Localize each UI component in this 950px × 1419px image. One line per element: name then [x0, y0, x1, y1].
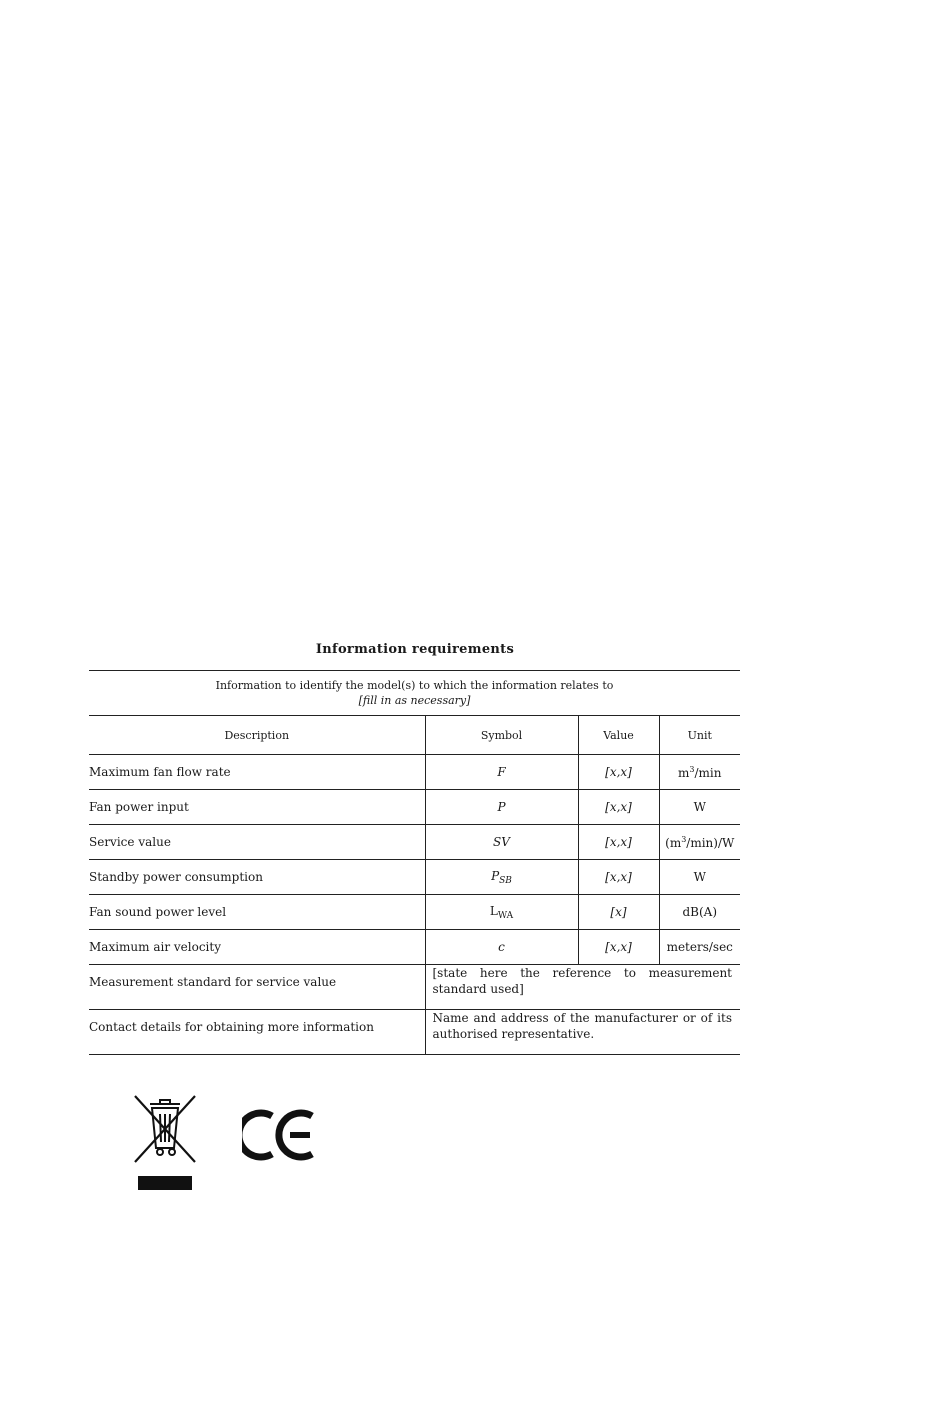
row-unit — [659, 825, 740, 860]
unit-superscript: 3 — [689, 764, 695, 774]
row-description: Measurement standard for service value — [89, 965, 425, 1010]
contact-details-text: Name and address of the manufacturer or of its authorised representative. — [425, 1010, 740, 1055]
row-symbol — [425, 860, 578, 895]
measurement-standard-text: [state here the reference to measurement standard used] — [425, 965, 740, 1010]
symbol-base: P — [491, 868, 500, 883]
row-description: Fan sound power level — [89, 895, 425, 930]
row-symbol: F — [425, 755, 578, 790]
row-value: [x,x] — [578, 790, 659, 825]
section-title: Information requirements — [315, 642, 515, 657]
header-value: Value — [578, 716, 659, 755]
row-unit: W — [659, 860, 740, 895]
row-description: Standby power consumption — [89, 860, 425, 895]
table-row — [89, 930, 740, 965]
row-description: Service value — [89, 825, 425, 860]
row-symbol — [425, 895, 578, 930]
symbol-base: L — [489, 903, 498, 918]
table-header-row — [89, 716, 740, 755]
unit-base: m — [678, 765, 690, 780]
header-unit: Unit — [659, 716, 740, 755]
table-row — [89, 860, 740, 895]
row-unit: meters/sec — [659, 930, 740, 965]
symbol-subscript: SB — [499, 875, 512, 886]
row-symbol: SV — [425, 825, 578, 860]
row-description: Maximum air velocity — [89, 930, 425, 965]
ce-mark-icon — [242, 1108, 316, 1162]
table-row — [89, 825, 740, 860]
row-unit — [659, 755, 740, 790]
symbol-subscript: WA — [497, 910, 514, 921]
identification-text: Information to identify the model(s) to which the information relates to — [215, 679, 614, 692]
table-row — [89, 790, 740, 825]
unit-rest: /min)/W — [686, 835, 735, 850]
weee-crossed-bin-icon — [130, 1092, 200, 1192]
unit-superscript: 3 — [681, 834, 687, 844]
measurement-standard-row — [89, 965, 740, 1010]
row-unit: dB(A) — [659, 895, 740, 930]
row-unit: W — [659, 790, 740, 825]
table-row — [89, 895, 740, 930]
header-symbol: Symbol — [425, 716, 578, 755]
model-identification-cell — [89, 671, 740, 716]
identification-placeholder: [fill in as necessary] — [358, 694, 471, 707]
unit-rest: /min — [694, 765, 722, 780]
row-description: Fan power input — [89, 790, 425, 825]
row-value: [x,x] — [578, 930, 659, 965]
contact-details-row — [89, 1010, 740, 1055]
row-description: Maximum fan flow rate — [89, 755, 425, 790]
information-table — [89, 670, 740, 1055]
unit-base: (m — [665, 835, 682, 850]
header-description: Description — [89, 716, 425, 755]
row-value: [x] — [578, 895, 659, 930]
row-symbol: c — [425, 930, 578, 965]
row-description: Contact details for obtaining more information — [89, 1010, 425, 1055]
row-value: [x,x] — [578, 755, 659, 790]
row-symbol: P — [425, 790, 578, 825]
table-row — [89, 755, 740, 790]
row-value: [x,x] — [578, 825, 659, 860]
row-value: [x,x] — [578, 860, 659, 895]
